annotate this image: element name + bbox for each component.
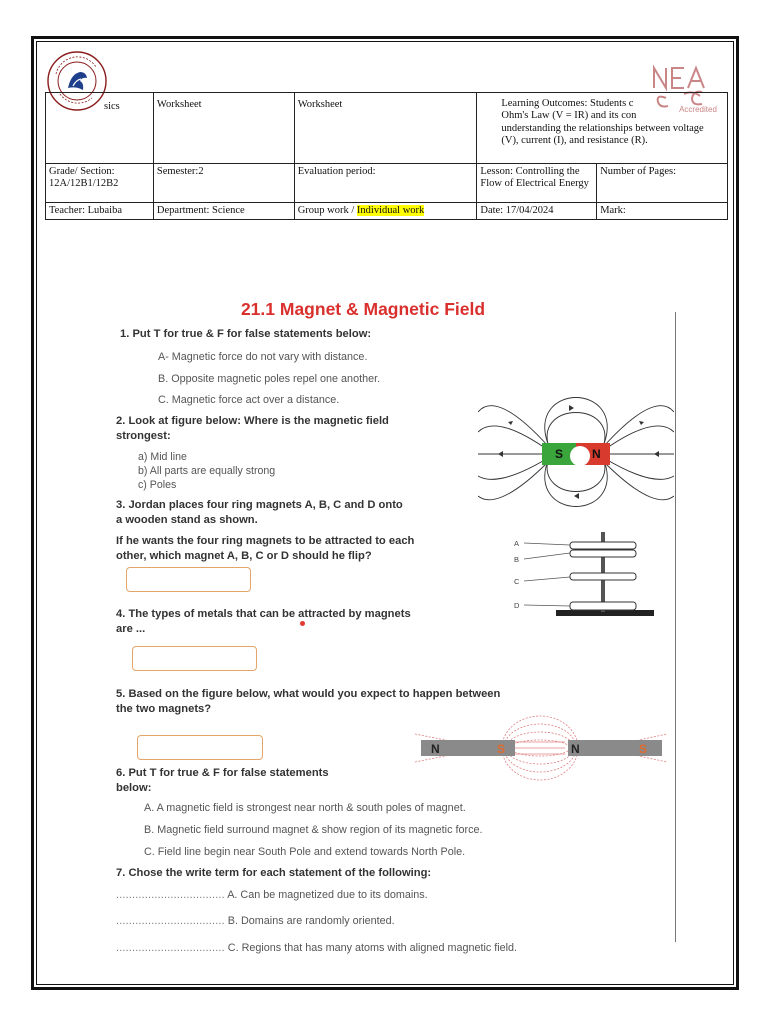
page-margin-line [675, 312, 676, 942]
q3-prompt-line-1: 3. Jordan places four ring magnets A, B, C and D onto [116, 499, 403, 511]
q7-item-b: B. Domains are randomly oriented. [227, 915, 395, 927]
q3-answer-box[interactable] [126, 567, 251, 592]
q4-prompt-line-2: are ... [116, 622, 146, 635]
worksheet-type-cell-2 [294, 93, 477, 164]
ring-magnets-figure [508, 528, 658, 620]
q6-prompt [116, 766, 329, 796]
q4-prompt-line-1: 4. The types of metals that can be attracted by magnets [116, 608, 411, 620]
ring-label-a: A [514, 539, 520, 548]
q6-item-c: C. Field line begin near South Pole and extend towards North Pole. [144, 846, 466, 858]
q1-item-c: C. Magnetic force act over a distance. [158, 394, 340, 406]
q3-prompt-line-2: a wooden stand as shown. [116, 513, 258, 526]
q7-row-c [116, 941, 517, 956]
q6-item-a: A. A magnetic field is strongest near north & south poles of magnet. [144, 802, 466, 814]
q7-row-b [116, 914, 395, 929]
q3-prompt [116, 498, 403, 528]
outcomes-line-2: Ohm's Law (V = IR) and its con [501, 110, 637, 122]
q6-item-b: B. Magnetic field surround magnet & show region of its magnetic force. [144, 824, 483, 836]
left-magnet-n-label: N [431, 742, 440, 756]
group-work-label: Group work / [297, 205, 357, 216]
q5-prompt-line-1: 5. Based on the figure below, what would you expect to happen between [116, 688, 501, 700]
q6-prompt-line-2: below: [116, 781, 152, 794]
evaluation-period-cell: Evaluation period: [294, 164, 477, 203]
left-magnet-s-label: S [497, 742, 506, 756]
work-type-cell [294, 203, 477, 220]
q7-blank-c[interactable]: .................................. [116, 942, 225, 954]
department-cell: Department: Science [153, 203, 294, 220]
ring-label-c: C [514, 577, 520, 586]
right-magnet-n-label: N [571, 742, 580, 756]
q3-question [116, 534, 414, 564]
right-magnet-s-label: S [639, 742, 648, 756]
two-magnets-figure [405, 712, 673, 784]
mark-cell: Mark: [597, 203, 728, 220]
q2-prompt-line-1: 2. Look at figure below: Where is the magnetic field [116, 415, 389, 427]
q2-option-b: b) All parts are equally strong [138, 465, 276, 478]
q2-option-a: a) Mid line [138, 451, 187, 463]
magnet-n-label: N [592, 447, 601, 461]
q7-item-a: A. Can be magnetized due to its domains. [227, 889, 428, 901]
bar-magnet-field-figure [478, 392, 674, 512]
q2-option-c: c) Poles [138, 479, 177, 492]
worksheet-type-1: Worksheet [156, 99, 202, 110]
right-magnet [568, 740, 662, 756]
grade-section-cell: Grade/ Section: 12A/12B1/12B2 [46, 164, 154, 203]
worksheet-title: 21.1 Magnet & Magnetic Field [240, 299, 486, 319]
header-table [45, 92, 728, 220]
q2-prompt [116, 414, 389, 444]
magnet-s-label: S [555, 447, 564, 461]
teacher-cell: Teacher: Lubaiba [46, 203, 154, 220]
subject-text: sics [104, 101, 120, 112]
q7-prompt: 7. Chose the write term for each statement of the following: [116, 867, 432, 879]
outcomes-line-1: Learning Outcomes: Students c [501, 98, 634, 109]
q3-question-line-2: other, which magnet A, B, C or D should he flip? [116, 549, 372, 562]
date-cell: Date: 17/04/2024 [477, 203, 597, 220]
q5-prompt-line-2: the two magnets? [116, 702, 212, 715]
learning-outcomes-cell [477, 93, 728, 164]
q3-question-line-1: If he wants the four ring magnets to be attracted to each [116, 535, 415, 547]
q7-item-c: C. Regions that has many atoms with aligned magnetic field. [227, 942, 518, 954]
q7-row-a [116, 888, 428, 903]
worksheet-type-cell-1 [153, 93, 294, 164]
q1-item-a: A- Magnetic force do not vary with distance. [158, 351, 368, 363]
worksheet-type-2: Worksheet [297, 99, 343, 110]
q7-blank-a[interactable]: .................................. [116, 889, 225, 901]
lesson-cell: Lesson: Controlling the Flow of Electrical Energy [477, 164, 597, 203]
outcomes-line-3: understanding the relationships between voltage [501, 122, 704, 134]
cursor-dot [300, 621, 305, 626]
number-of-pages-cell: Number of Pages: [597, 164, 728, 203]
q6-prompt-line-1: 6. Put T for true & F for false statements [116, 767, 329, 779]
q4-answer-box[interactable] [132, 646, 257, 671]
q7-blank-b[interactable]: .................................. [116, 915, 225, 927]
subject-cell [46, 93, 154, 164]
semester-cell: Semester:2 [153, 164, 294, 203]
q1-prompt: 1. Put T for true & F for false statements below: [120, 328, 372, 340]
q5-answer-box[interactable] [137, 735, 263, 760]
q2-prompt-line-2: strongest: [116, 429, 171, 442]
individual-work-highlight: Individual work [356, 205, 425, 216]
ring-label-d: D [514, 601, 520, 610]
q4-prompt [116, 607, 411, 637]
q2-options [138, 450, 275, 492]
accredited-label: Accredited [679, 105, 717, 114]
ring-label-b: B [514, 555, 520, 564]
q1-item-b: B. Opposite magnetic poles repel one another. [158, 373, 381, 385]
outcomes-line-4: (V), current (I), and resistance (R). [501, 135, 648, 147]
